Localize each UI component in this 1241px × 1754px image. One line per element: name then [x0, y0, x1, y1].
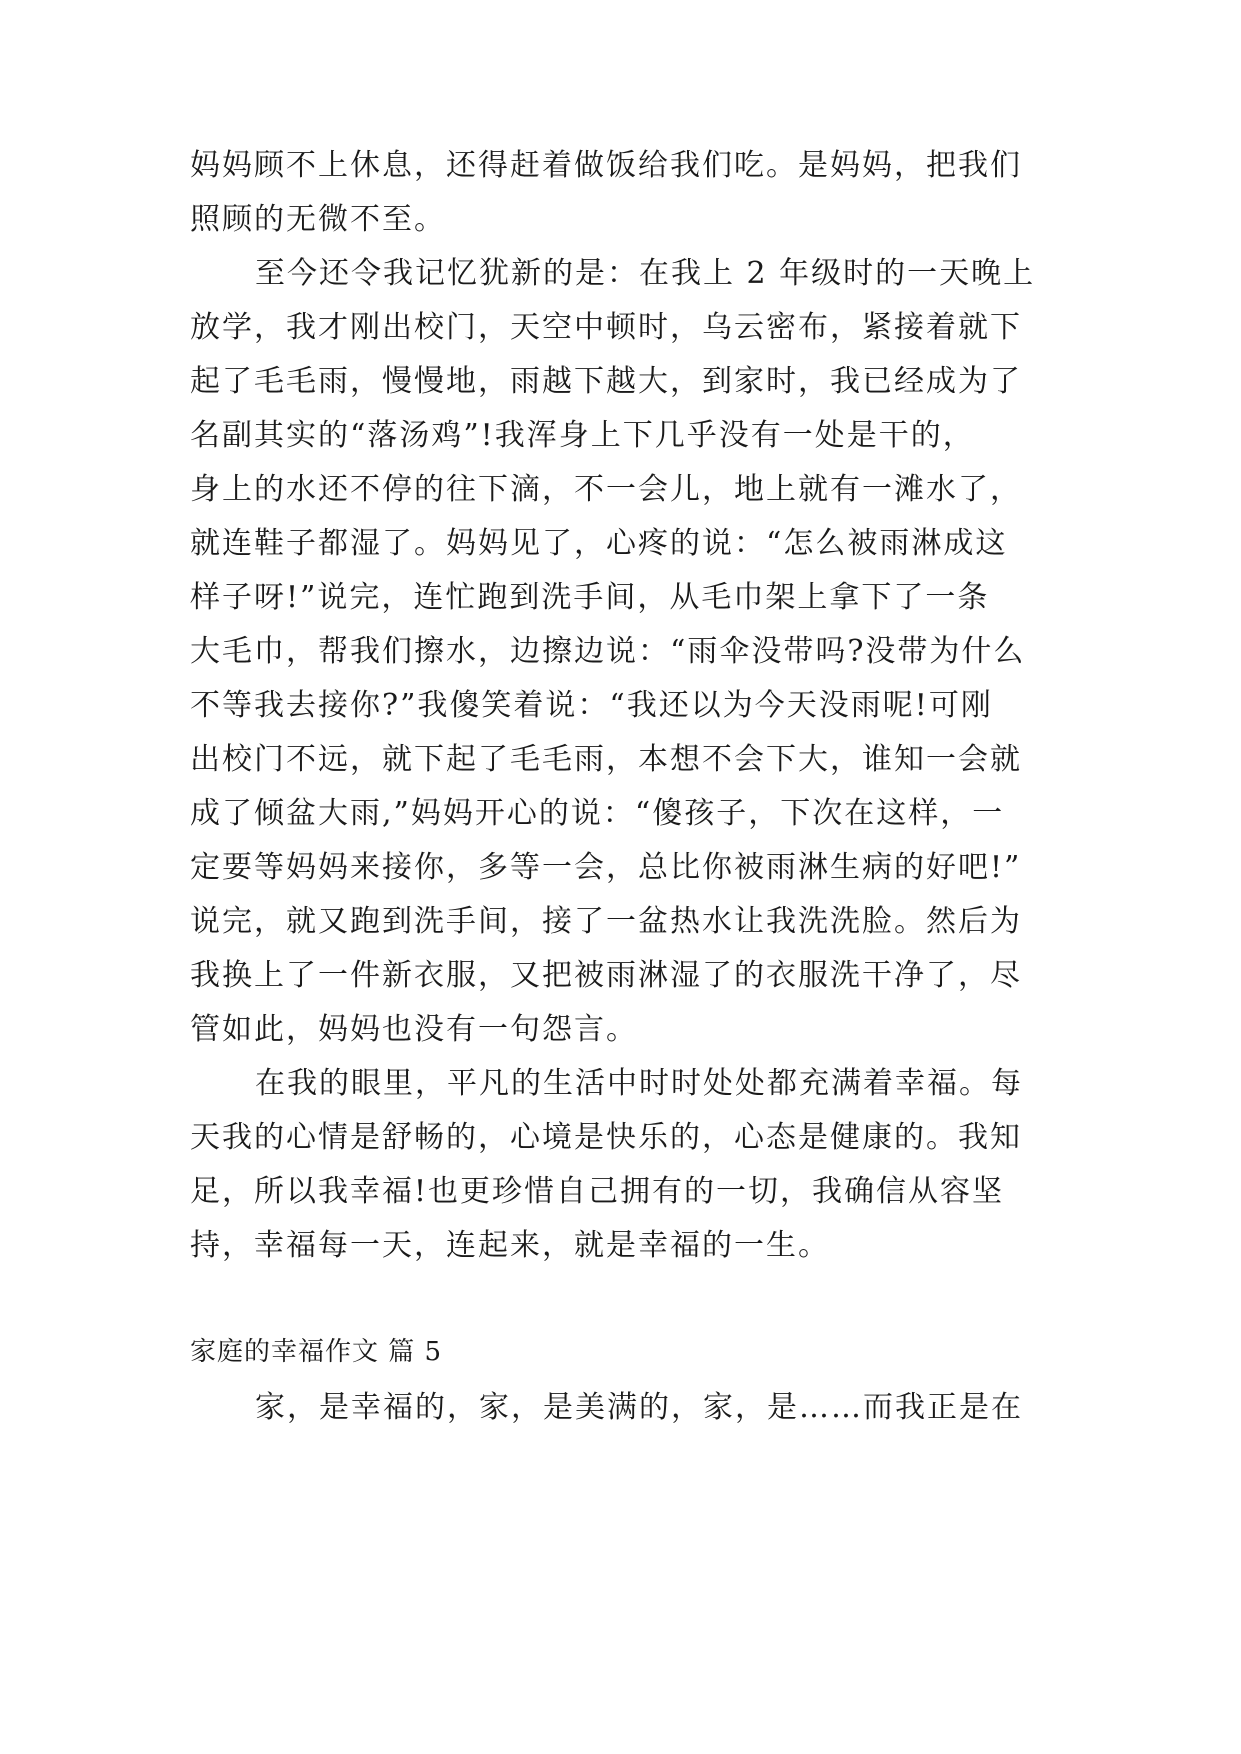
- text-line: 样子呀!”说完，连忙跑到洗手间，从毛巾架上拿下了一条: [190, 580, 990, 615]
- text-line: 就连鞋子都湿了。妈妈见了，心疼的说：“怎么被雨淋成这: [190, 526, 1008, 561]
- text-line: 名副其实的“落汤鸡”!我浑身上下几乎没有一处是干的，: [190, 418, 975, 453]
- text-line: 起了毛毛雨，慢慢地，雨越下越大，到家时，我已经成为了: [190, 364, 1022, 399]
- text-line: 身上的水还不停的往下滴，不一会儿，地上就有一滩水了，: [190, 472, 1022, 507]
- text-line: 在我的眼里，平凡的生活中时时处处都充满着幸福。每: [255, 1066, 1023, 1101]
- text-line: 我换上了一件新衣服，又把被雨淋湿了的衣服洗干净了，尽: [190, 958, 1022, 993]
- text-line: 照顾的无微不至。: [190, 202, 446, 237]
- text-line: 至今还令我记忆犹新的是：在我上 2 年级时的一天晚上: [255, 256, 1036, 291]
- text-line: 不等我去接你?”我傻笑着说：“我还以为今天没雨呢!可刚: [190, 688, 993, 723]
- text-line: 足，所以我幸福!也更珍惜自己拥有的一切，我确信从容坚: [190, 1174, 1005, 1209]
- text-line: 家，是幸福的，家，是美满的，家，是……而我正是在: [255, 1390, 1023, 1425]
- section-heading: 家庭的幸福作文 篇 5: [190, 1337, 443, 1367]
- text-line: 放学，我才刚出校门，天空中顿时，乌云密布，紧接着就下: [190, 310, 1022, 345]
- text-line: 出校门不远，就下起了毛毛雨，本想不会下大，谁知一会就: [190, 742, 1022, 777]
- text-line: 大毛巾，帮我们擦水，边擦边说：“雨伞没带吗?没带为什么: [190, 634, 1026, 669]
- text-line: 定要等妈妈来接你，多等一会，总比你被雨淋生病的好吧!”: [190, 850, 1022, 885]
- text-line: 妈妈顾不上休息，还得赶着做饭给我们吃。是妈妈，把我们: [190, 148, 1022, 183]
- text-line: 管如此，妈妈也没有一句怨言。: [190, 1012, 638, 1047]
- text-line: 持，幸福每一天，连起来，就是幸福的一生。: [190, 1228, 830, 1263]
- text-line: 天我的心情是舒畅的，心境是快乐的，心态是健康的。我知: [190, 1120, 1022, 1155]
- text-line: 说完，就又跑到洗手间，接了一盆热水让我洗洗脸。然后为: [190, 904, 1022, 939]
- text-line: 成了倾盆大雨,”妈妈开心的说：“傻孩子，下次在这样，一: [190, 796, 1005, 831]
